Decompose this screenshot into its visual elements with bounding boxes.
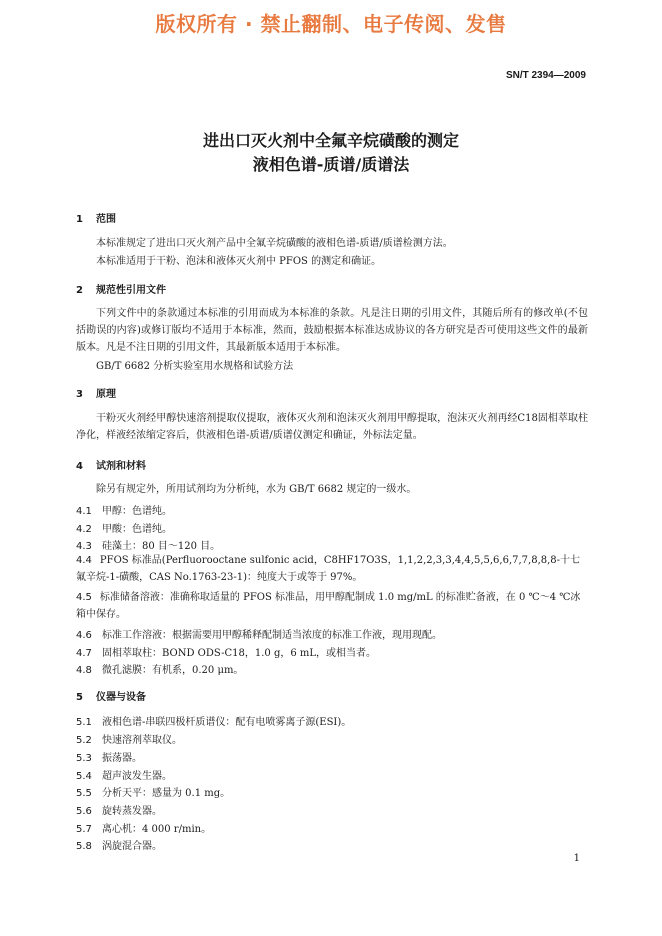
page-number: 1: [573, 853, 580, 864]
section-number: 4: [76, 461, 83, 472]
paragraph: 干粉灭火剂经甲醇快速溶剂提取仪提取，液体灭火剂和泡沫灭火剂用甲醇提取，泡沫灭火剂再经C18固相萃取柱净化，样液经浓缩定容后，供液相色谱-质谱/质谱仪测定和确证，外标法定量。: [76, 413, 588, 441]
copyright-banner: 版权所有 · 禁止翻制、电子传阅、发售: [155, 12, 507, 36]
list-item: 5.7 离心机：4 000 r/min。: [76, 824, 212, 835]
list-item: 4.4 PFOS 标准品(Perfluorooctane sulfonic acid，C8HF17O3S，1,1,2,2,3,3,4,4,5,5,6,6,7,7,8,8,8-十七氟辛烷-1-磺酸，CAS No.1763-23-1)：纯度大于或等于 97%。: [76, 555, 581, 583]
section-title: 范围: [96, 214, 116, 225]
section-2-heading: [76, 281, 166, 296]
list-item: 4.5 标准储备溶液：准确称取适量的 PFOS 标准品，用甲醇配制成 1.0 mg/mL 的标准贮备液，在 0 ℃～4 ℃冰箱中保存。: [76, 592, 581, 620]
list-item: 5.2 快速溶剂萃取仪。: [76, 735, 182, 746]
section-title: 试剂和材料: [96, 461, 146, 472]
list-item: 5.3 振荡器。: [76, 753, 142, 764]
section-4-heading: [76, 457, 146, 472]
paragraph: 下列文件中的条款通过本标准的引用而成为本标准的条款。凡是注日期的引用文件，其随后所有的修改单(不包括勘误的内容)或修订版均不适用于本标准，然而，鼓励根据本标准达成协议的各方研究是否可使用这些文件的最新版本。凡是不注日期的引用文件，其最新版本适用于本标准。: [76, 308, 588, 353]
list-item: 4.2 甲酸：色谱纯。: [76, 524, 172, 535]
section-3-heading: [76, 385, 116, 400]
section-number: 3: [76, 389, 83, 400]
normative-reference: GB/T 6682 分析实验室用水规格和试验方法: [96, 361, 294, 372]
paragraph: 本标准规定了进出口灭火剂产品中全氟辛烷磺酸的液相色谱-质谱/质谱检测方法。: [96, 238, 453, 249]
list-item: 5.1 液相色谱-串联四极杆质谱仪：配有电喷雾离子源(ESI)。: [76, 717, 352, 728]
document-subtitle: 液相色谱-质谱/质谱法: [252, 155, 410, 174]
paragraph: 除另有规定外，所用试剂均为分析纯，水为 GB/T 6682 规定的一级水。: [96, 484, 417, 495]
list-item: 5.8 涡旋混合器。: [76, 841, 162, 852]
section-5-heading: [76, 688, 146, 703]
paragraph: 本标准适用于干粉、泡沫和液体灭火剂中 PFOS 的测定和确证。: [96, 256, 382, 267]
section-number: 5: [76, 692, 83, 703]
section-title: 规范性引用文件: [96, 285, 166, 296]
list-item: 4.8 微孔滤膜：有机系，0.20 μm。: [76, 665, 244, 676]
section-title: 原理: [96, 389, 116, 400]
section-number: 1: [76, 214, 83, 225]
list-item: 5.6 旋转蒸发器。: [76, 806, 162, 817]
list-item: 4.7 固相萃取柱：BOND ODS-C18，1.0 g，6 mL，或相当者。: [76, 648, 377, 659]
list-item: 4.6 标准工作溶液：根据需要用甲醇稀释配制适当浓度的标准工作液，现用现配。: [76, 630, 442, 641]
list-item: 5.4 超声波发生器。: [76, 771, 172, 782]
section-number: 2: [76, 285, 83, 296]
section-1-heading: [76, 210, 116, 225]
standard-number: SN/T 2394—2009: [505, 70, 586, 81]
list-item: 4.3 硅藻土：80 目～120 目。: [76, 541, 221, 552]
document-title: 进出口灭火剂中全氟辛烷磺酸的测定: [202, 131, 459, 150]
section-title: 仪器与设备: [96, 692, 146, 703]
list-item: 4.1 甲醇：色谱纯。: [76, 506, 172, 517]
list-item: 5.5 分析天平：感量为 0.1 mg。: [76, 788, 231, 799]
